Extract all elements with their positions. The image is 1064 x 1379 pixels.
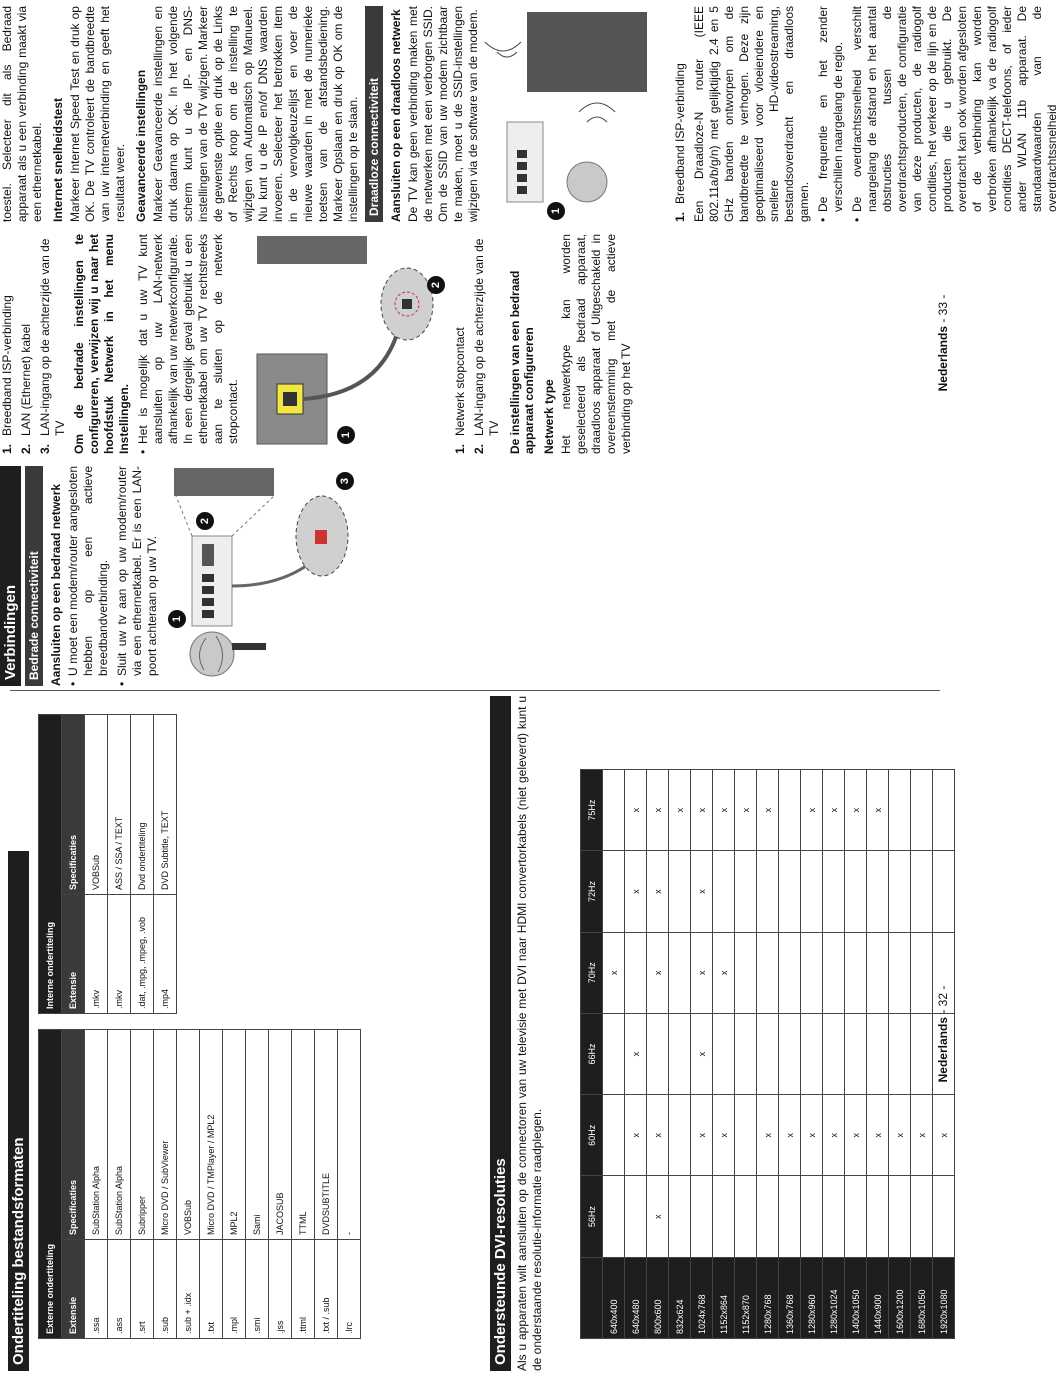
ext-extension-cell: .ass xyxy=(108,1240,131,1339)
res-support-cell xyxy=(735,1013,757,1094)
int-table-row xyxy=(131,715,154,1014)
res-support-cell: x xyxy=(911,1095,933,1176)
res-support-cell xyxy=(823,851,845,932)
res-support-cell xyxy=(669,1013,691,1094)
footer-lang: Nederlands xyxy=(936,1017,950,1083)
res-support-cell xyxy=(713,1013,735,1094)
page-title: Verbindingen xyxy=(0,466,21,686)
res-support-cell xyxy=(911,932,933,1013)
res-support-cell xyxy=(669,1095,691,1176)
res-support-cell: x xyxy=(647,851,669,932)
res-support-cell: x xyxy=(691,770,713,851)
ext-extension-cell: .ttml xyxy=(292,1240,315,1339)
ext-col-specs: Specificaties xyxy=(62,1030,85,1240)
res-support-cell xyxy=(603,770,625,851)
res-support-cell: x xyxy=(647,932,669,1013)
res-support-cell xyxy=(823,932,845,1013)
int-col-specs: Specificaties xyxy=(62,715,85,895)
int-table-title: Interne ondertiteling xyxy=(39,715,62,1014)
list3-item-1-number: 1. xyxy=(673,211,687,222)
res-support-cell xyxy=(845,1013,867,1094)
res-support-cell xyxy=(823,1176,845,1257)
res-resolution-cell: 640x400 xyxy=(603,1257,625,1338)
res-support-cell xyxy=(603,1013,625,1094)
network-type-text: Het netwerktype kan worden geselecteerd als bedraad apparaat, draadloos apparaat of Uitgeschakeld in overeenstemming met de actieve verbinding op het TV xyxy=(559,234,633,454)
res-support-cell xyxy=(757,1176,779,1257)
res-support-cell: x xyxy=(801,1095,823,1176)
res-support-cell: x xyxy=(713,1095,735,1176)
res-support-cell xyxy=(735,851,757,932)
res-table-row xyxy=(779,770,801,1339)
res-resolution-cell: 1024x768 xyxy=(691,1257,713,1338)
ext-extension-cell: .ssa xyxy=(85,1240,108,1339)
res-support-cell: x xyxy=(823,1095,845,1176)
ext-spec-cell: DVDSUBTITLE xyxy=(315,1030,338,1240)
res-support-cell xyxy=(889,851,911,932)
res-support-cell: x xyxy=(779,1095,801,1176)
dvi-section xyxy=(490,696,549,1371)
network-type-continued: toestel. Selecteer dit als Bedraad apparaat als u een verbinding maakt via een ethernetkabel. xyxy=(0,6,44,222)
ext-extension-cell: .mpl xyxy=(223,1240,246,1339)
ext-spec-cell: TTML xyxy=(292,1030,315,1240)
res-support-cell xyxy=(911,770,933,851)
list1-item-3-number: 3. xyxy=(38,443,52,454)
res-resolution-cell: 1280x960 xyxy=(801,1257,823,1338)
res-support-cell: x xyxy=(691,1013,713,1094)
res-table-row xyxy=(625,770,647,1339)
ext-extension-cell: .txt / .sub xyxy=(315,1240,338,1339)
page-divider xyxy=(10,690,940,691)
res-support-cell: x xyxy=(625,851,647,932)
wireless-header: Draadloze connectiviteit xyxy=(365,6,383,222)
res-support-cell xyxy=(801,932,823,1013)
res-resolution-cell: 1680x1050 xyxy=(911,1257,933,1338)
res-table-row xyxy=(647,770,669,1339)
res-table-row xyxy=(845,770,867,1339)
res-support-cell xyxy=(779,1013,801,1094)
ext-table-row xyxy=(269,1030,292,1339)
res-support-cell: x xyxy=(757,770,779,851)
res-support-cell: x xyxy=(647,1176,669,1257)
res-support-cell xyxy=(911,1013,933,1094)
int-table-row xyxy=(85,715,108,1014)
ext-table-row xyxy=(85,1030,108,1339)
res-support-cell: x xyxy=(647,1095,669,1176)
res-support-cell: x xyxy=(867,1095,889,1176)
ext-spec-cell: JACOSUB xyxy=(269,1030,292,1240)
res-support-cell xyxy=(735,1176,757,1257)
res-table-row xyxy=(889,770,911,1339)
res-header-hz: 70Hz xyxy=(581,932,603,1013)
res-resolution-cell: 1152x870 xyxy=(735,1257,757,1338)
section-title-dvi: Ondersteunde DVI-resoluties xyxy=(490,696,511,1371)
res-resolution-cell: 1600x1200 xyxy=(889,1257,911,1338)
advanced-settings-heading: Geavanceerde instellingen xyxy=(134,69,148,222)
ext-table-row xyxy=(154,1030,177,1339)
res-support-cell xyxy=(669,1176,691,1257)
res-resolution-cell: 1152x864 xyxy=(713,1257,735,1338)
footer-lang: Nederlands xyxy=(936,326,950,392)
res-support-cell xyxy=(691,1176,713,1257)
ext-table-row xyxy=(246,1030,269,1339)
network-type-heading: Netwerk type xyxy=(542,379,556,454)
ext-spec-cell: Subripper xyxy=(131,1030,154,1240)
list1-item-2-text: LAN (Ethernet) kabel xyxy=(19,323,33,436)
fig1-label-2: 2 xyxy=(196,512,214,530)
res-support-cell xyxy=(603,851,625,932)
list1-item-3-text: LAN-ingang op de achterzijde van de TV xyxy=(38,238,67,436)
ext-extension-cell: .srt xyxy=(131,1240,154,1339)
int-spec-cell: Dvd ondertiteling xyxy=(131,715,154,895)
res-support-cell xyxy=(889,1176,911,1257)
res-table-row xyxy=(823,770,845,1339)
res-table-row xyxy=(867,770,889,1339)
res-support-cell xyxy=(625,932,647,1013)
res-support-cell xyxy=(801,1013,823,1094)
ext-spec-cell: Micro DVD / TMPlayer / MPL2 xyxy=(200,1030,223,1240)
list2-item-1-number: 1. xyxy=(453,443,467,454)
footer-page-number: - 32 - xyxy=(936,985,950,1014)
wired-bullet-1: • U moet een modem/router aangesloten hebben op een actieve breedbandverbinding. xyxy=(66,466,111,686)
ext-table-row xyxy=(223,1030,246,1339)
res-support-cell xyxy=(845,1176,867,1257)
ext-spec-cell: Micro DVD / SubViewer xyxy=(154,1030,177,1240)
ext-table-row xyxy=(315,1030,338,1339)
int-table-row xyxy=(154,715,177,1014)
res-support-cell xyxy=(625,1176,647,1257)
wired-settings-note: Om de bedrade instellingen te configureren, verwijzen wij u naar het hoofdstuk Netwerk in het menu Instellingen. xyxy=(72,234,131,454)
res-support-cell: x xyxy=(735,770,757,851)
res-support-cell xyxy=(911,851,933,932)
res-resolution-cell: 1280x1024 xyxy=(823,1257,845,1338)
int-extension-cell: .mkv xyxy=(85,895,108,1014)
res-support-cell xyxy=(801,851,823,932)
ext-table-row xyxy=(131,1030,154,1339)
wired-config-heading: De instellingen van een bedraad apparaat configureren xyxy=(508,270,536,454)
ext-extension-cell: .lrc xyxy=(338,1240,361,1339)
res-resolution-cell: 1280x768 xyxy=(757,1257,779,1338)
wireless-bullet-1: • De frequentie en het zender verschillen naargelang de regio. xyxy=(816,6,846,222)
res-header-hz: 56Hz xyxy=(581,1176,603,1257)
res-table-row xyxy=(757,770,779,1339)
res-support-cell: x xyxy=(647,770,669,851)
res-support-cell xyxy=(603,1095,625,1176)
res-support-cell xyxy=(735,1095,757,1176)
int-extension-cell: .dat, .mpg, .mpeg, .vob xyxy=(131,895,154,1014)
res-header-hz: 75Hz xyxy=(581,770,603,851)
res-support-cell: x xyxy=(845,770,867,851)
ext-extension-cell: .smi xyxy=(246,1240,269,1339)
list2-item-2-text: LAN-ingang op de achterzijde van de TV xyxy=(472,238,501,436)
ext-spec-cell: SubStation Alpha xyxy=(108,1030,131,1240)
res-support-cell xyxy=(889,932,911,1013)
res-resolution-cell: 832x624 xyxy=(669,1257,691,1338)
res-support-cell xyxy=(669,851,691,932)
int-extension-cell: .mp4 xyxy=(154,895,177,1014)
list1-item-2-number: 2. xyxy=(19,443,33,454)
res-support-cell xyxy=(735,932,757,1013)
fig1-label-3: 3 xyxy=(336,472,354,490)
res-resolution-cell: 1440x900 xyxy=(867,1257,889,1338)
list1-item-1-text: Breedband ISP-verbinding xyxy=(0,295,14,436)
res-table-row xyxy=(691,770,713,1339)
res-table-row xyxy=(603,770,625,1339)
res-support-cell: x xyxy=(713,770,735,851)
res-support-cell xyxy=(603,1176,625,1257)
res-support-cell xyxy=(669,932,691,1013)
wireless-bullet-2: • De overdrachtssnelheid verschilt naargelang de afstand en het aantal obstructies tussen de overdrachtsproducten, de configuratie van deze producten, de radiogolf condities, het verkeer op de lijn en de producten die u gebruikt. De overdracht kan ook worden afgesloten of de verbinding kan worden verbroken afhankelijk va de radiogolf condities DECT-telefoons, of ieder ander WLAN 11b apparaat. De standaardwaarden van de overdrachtssnelheid xyxy=(850,6,1060,222)
res-table-row xyxy=(669,770,691,1339)
res-support-cell xyxy=(779,851,801,932)
res-support-cell xyxy=(713,851,735,932)
res-support-cell: x xyxy=(669,770,691,851)
ext-table-row xyxy=(338,1030,361,1339)
res-support-cell xyxy=(845,851,867,932)
res-resolution-cell: 640x480 xyxy=(625,1257,647,1338)
list2-item-1-text: Netwerk stopcontact xyxy=(453,327,467,436)
ext-extension-cell: .jss xyxy=(269,1240,292,1339)
speed-test-heading: Internet snelheidstest xyxy=(51,97,65,222)
res-support-cell xyxy=(757,1013,779,1094)
res-table-row xyxy=(801,770,823,1339)
res-support-cell: x xyxy=(757,1095,779,1176)
ext-extension-cell: .sub + .idx xyxy=(177,1240,200,1339)
dvi-intro: Als u apparaten wilt aansluiten op de connectoren van uw televisie met DVI naar HDMI convertorkabels (niet geleverd) kunt u de onderstaande resolutie-informatie raadplegen. xyxy=(515,696,544,1371)
advanced-settings-text: Markeer Geavanceerde instellingen en druk daarna op OK. In het volgende scherm kunt u de IP- en DNS-instellingen van de TV wijzigen. Markeer de gewenste optie en druk op de Links of Rechts knop om de instelling te wijzigen van Automatisch op Manueel. Nu kunt u de IP en/of DNS waarden invoeren. Selecteer het betrokken item in de vervolgkeuzelijst en voer de nieuwe waarden in met de numerieke toetsen van de afstandsbediening. Markeer Opslaan en druk op OK om de instellingen op te slaan. xyxy=(151,6,360,222)
res-support-cell xyxy=(823,1013,845,1094)
wired-header: Bedrade connectiviteit xyxy=(25,466,43,686)
res-support-cell: x xyxy=(691,932,713,1013)
res-support-cell xyxy=(867,851,889,932)
res-support-cell xyxy=(845,932,867,1013)
section-title-subtitle-formats: Ondertiteling bestandsformaten xyxy=(8,851,29,1371)
ext-extension-cell: .sub xyxy=(154,1240,177,1339)
ext-spec-cell: - xyxy=(338,1030,361,1240)
fig3-label-1: 1 xyxy=(547,202,565,220)
external-subtitle-table xyxy=(38,1029,361,1339)
wireless-text: De TV kan geen verbinding maken met de netwerken met een verborgen SSID. Om de SSID van uw modem zichtbaar te maken, moet u de SSID-instellingen wijzigen via de software van de modem. xyxy=(406,6,480,222)
router-description: Een Draadloze-N router (IEEE 802.11a/b/g/n) met gelijktijdig 2.4 en 5 GHz banden ontworpen om de bandbreedte te verhogen. Deze zijn geoptimaliseerd voor vloeiendere en snellere HD-videostreaming, bestandsoverdracht en draadloos gamen. xyxy=(692,6,811,222)
int-col-extension: Extensie xyxy=(62,895,85,1014)
res-support-cell xyxy=(867,1013,889,1094)
wired-bullet-3: • Het is mogelijk dat u uw TV kunt aansluiten op uw LAN-netwerk afhankelijk van uw netwerkconfiguratie. In een dergelijk geval gebruikt u een ethernetkabel om uw TV rechtstreeks aan te sluiten op de netwerk stopcontact. xyxy=(136,234,241,454)
res-support-cell xyxy=(647,1013,669,1094)
res-resolution-cell: 1920x1080 xyxy=(933,1257,955,1338)
ext-table-row xyxy=(177,1030,200,1339)
res-support-cell xyxy=(757,932,779,1013)
res-support-cell: x xyxy=(691,1095,713,1176)
res-support-cell: x xyxy=(889,1095,911,1176)
res-support-cell: x xyxy=(845,1095,867,1176)
wireless-heading: Aansluiten op een draadloos netwerk xyxy=(389,9,403,222)
res-support-cell xyxy=(713,1176,735,1257)
footer-32 xyxy=(936,689,950,1379)
int-table-row xyxy=(108,715,131,1014)
res-support-cell: x xyxy=(603,932,625,1013)
res-header-corner xyxy=(581,1257,603,1338)
wired-heading: Aansluiten op een bedraad netwerk xyxy=(49,483,63,686)
page-33-overlay xyxy=(0,0,950,689)
ext-table-row xyxy=(108,1030,131,1339)
ext-spec-cell: MPL2 xyxy=(223,1030,246,1240)
res-table-row xyxy=(713,770,735,1339)
res-support-cell xyxy=(889,770,911,851)
res-header-hz: 72Hz xyxy=(581,851,603,932)
res-support-cell xyxy=(867,1176,889,1257)
ext-extension-cell: .txt xyxy=(200,1240,223,1339)
res-support-cell: x xyxy=(691,851,713,932)
ext-col-extension: Extensie xyxy=(62,1240,85,1339)
res-support-cell xyxy=(757,851,779,932)
res-support-cell: x xyxy=(933,1095,955,1176)
footer-page-number: - 33 - xyxy=(936,294,950,323)
res-resolution-cell: 800x600 xyxy=(647,1257,669,1338)
res-support-cell: x xyxy=(713,932,735,1013)
int-spec-cell: VOBSub xyxy=(85,715,108,895)
fig1-label-1: 1 xyxy=(168,610,186,628)
int-spec-cell: DVD Subtitle, TEXT xyxy=(154,715,177,895)
res-support-cell xyxy=(801,1176,823,1257)
subtitle-formats-section xyxy=(8,851,33,1371)
res-resolution-cell: 1360x768 xyxy=(779,1257,801,1338)
res-table-row xyxy=(911,770,933,1339)
res-support-cell xyxy=(911,1176,933,1257)
res-header-hz: 66Hz xyxy=(581,1013,603,1094)
res-support-cell: x xyxy=(625,770,647,851)
res-support-cell xyxy=(867,932,889,1013)
ext-spec-cell: SubStation Alpha xyxy=(85,1030,108,1240)
fig2-label-1: 1 xyxy=(337,426,355,444)
res-support-cell: x xyxy=(625,1013,647,1094)
res-support-cell: x xyxy=(823,770,845,851)
res-support-cell xyxy=(779,1176,801,1257)
wired-bullet-2: • Sluit uw tv aan op uw modem/router via een ethernetkabel. Er is een LAN-poort achteraan op uw TV. xyxy=(115,466,160,686)
res-support-cell xyxy=(779,932,801,1013)
int-extension-cell: .mkv xyxy=(108,895,131,1014)
ext-spec-cell: Sami xyxy=(246,1030,269,1240)
ext-spec-cell: VOBSub xyxy=(177,1030,200,1240)
res-support-cell: x xyxy=(625,1095,647,1176)
res-header-hz: 60Hz xyxy=(581,1095,603,1176)
fig2-label-2: 2 xyxy=(427,276,445,294)
page-32 xyxy=(0,689,950,1379)
list1-item-1-number: 1. xyxy=(0,443,14,454)
list3-item-1-text: Breedband ISP-verbinding xyxy=(673,63,687,204)
res-support-cell xyxy=(779,770,801,851)
res-support-cell xyxy=(889,1013,911,1094)
res-support-cell: x xyxy=(867,770,889,851)
ext-table-row xyxy=(292,1030,315,1339)
ext-table-row xyxy=(200,1030,223,1339)
res-resolution-cell: 1400x1050 xyxy=(845,1257,867,1338)
internal-subtitle-table xyxy=(38,714,177,1014)
ext-table-title: Externe ondertiteling xyxy=(39,1030,62,1339)
res-support-cell: x xyxy=(801,770,823,851)
dvi-resolution-table xyxy=(580,769,955,1339)
speed-test-text: Markeer Internet Speed Test en druk op OK. De TV controleert de bandbreedte van uw internetverbinding en geeft het resultaat weer. xyxy=(68,6,127,222)
res-table-row xyxy=(735,770,757,1339)
list2-item-2-number: 2. xyxy=(472,443,486,454)
int-spec-cell: ASS / SSA / TEXT xyxy=(108,715,131,895)
